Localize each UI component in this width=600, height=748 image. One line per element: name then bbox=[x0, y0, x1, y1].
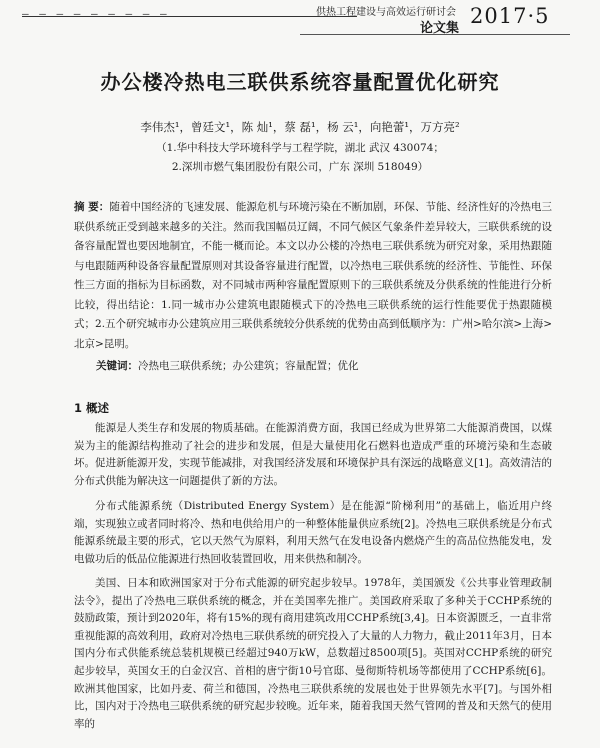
body-paragraph-2: 分布式能源系统（Distributed Energy System）是在能源“阶梯利用”的基础上，临近用户终端，实现独立或者同时将冷、热和电供给用户的一种整体能量供应系统[2]。冷热电三联供系统是分布式能源系统最主要的形式，它以天然气为原料，利用天然气在发电设备内燃烧产生的高品位热能发电，发电做功后的低品位能源进行热回收装置回收，用来供热和制冷。 bbox=[74, 500, 552, 565]
body-paragraph-1: 能源是人类生存和发展的物质基础。在能源消费方面，我国已经成为世界第二大能源消费国，以煤炭为主的能源结构推动了社会的进步和发展，但是大量使用化石燃料也造成严重的环境污染和生态破坏。促进新能源开发，实现节能减排，对我国经济发展和环境保护具有深远的战略意义[1]。高效清洁的分布式供能为解决这一问题提供了新的方法。 bbox=[74, 422, 552, 487]
year-issue: 2017·5 bbox=[470, 4, 550, 28]
section-tag: 论文集 bbox=[420, 21, 460, 36]
paper-title: 办公楼冷热电三联供系统容量配置优化研究 bbox=[100, 70, 500, 94]
abstract bbox=[74, 198, 552, 354]
affiliation-1: （1.华中科技大学环境科学与工程学院，湖北 武汉 430074； bbox=[156, 142, 444, 154]
section-heading: 1 概述 bbox=[74, 401, 110, 415]
abstract-label: 摘 要： bbox=[74, 201, 110, 213]
affiliation-2: 2.深圳市燃气集团股份有限公司，广东 深圳 518049） bbox=[171, 161, 429, 173]
keywords-label: 关键词： bbox=[96, 360, 138, 372]
header-dashes: — — — — — — — — — bbox=[22, 7, 169, 20]
keywords-text: 冷热电三联供系统；办公建筑；容量配置；优化 bbox=[138, 360, 359, 372]
header-underline bbox=[300, 34, 570, 35]
body-paragraph-3: 美国、日本和欧洲国家对于分布式能源的研究起步较早。1978年，美国颁发《公共事业管理政制法令》，提出了冷热电三联供系统的概念，并在美国率先推广。美国政府采取了多种关于CCHP系统的鼓励政策，预计到2020年，将有15%的现有商用建筑改用CCHP系统[3,4]。日本资源匮乏，一直非常重视能源的高效利用，政府对冷热电三联供系统的研究投入了大量的人力物力，截止2011年3月，日本国内分布式供能系统总装机规模已经超过940万kW，总数超过8500项[5]。英国对CCHP系统的研究起步较早，英国女王的白金汉宫、首相的唐宁街10号官邸、曼彻斯特机场等都使用了CCHP系统[6]。欧洲其他国家，比如丹麦、荷兰和德国，冷热电三联供系统的发展也处于世界领先水平[7]。与国外相比，国内对于冷热电三联供系统的研究起步较晚。近年来，随着我国天然气管网的普及和天然气的使用率的 bbox=[74, 577, 552, 730]
keywords bbox=[96, 358, 552, 373]
authors: 李伟杰¹，曾廷文¹，陈 灿¹，蔡 磊¹，杨 云¹，向艳蕾¹，万方亮² bbox=[140, 120, 460, 134]
abstract-text: 随着中国经济的飞速发展、能源危机与环境污染在不断加剧，环保、节能、经济性好的冷热电三联供系统正受到越来越多的关注。然而我国幅员辽阔，不同气候区气象条件差异较大，三联供系统的设备容量配置也要因地制宜，不能一概而论。本文以办公楼的冷热电三联供系统为研究对象，采用热跟随与电跟随两种设备容量配置原则对其设备容量进行配置，以冷热电三联供系统的经济性、节能性、环保性三方面的指标为目标函数，对不同城市两种容量配置原则下的三联供系统及分供系统的性能进行分析比较，得出结论：1.同一城市办公建筑电跟随模式下的冷热电三联供系统的运行性能要优于热跟随模式；2.五个研究城市办公建筑应用三联供系统较分供系统的优势由高到低顺序为：广州>哈尔滨>上海>北京>昆明。 bbox=[74, 201, 553, 350]
journal-name: 供热工程建设与高效运行研讨会 bbox=[316, 7, 456, 18]
header-rule bbox=[22, 16, 357, 17]
